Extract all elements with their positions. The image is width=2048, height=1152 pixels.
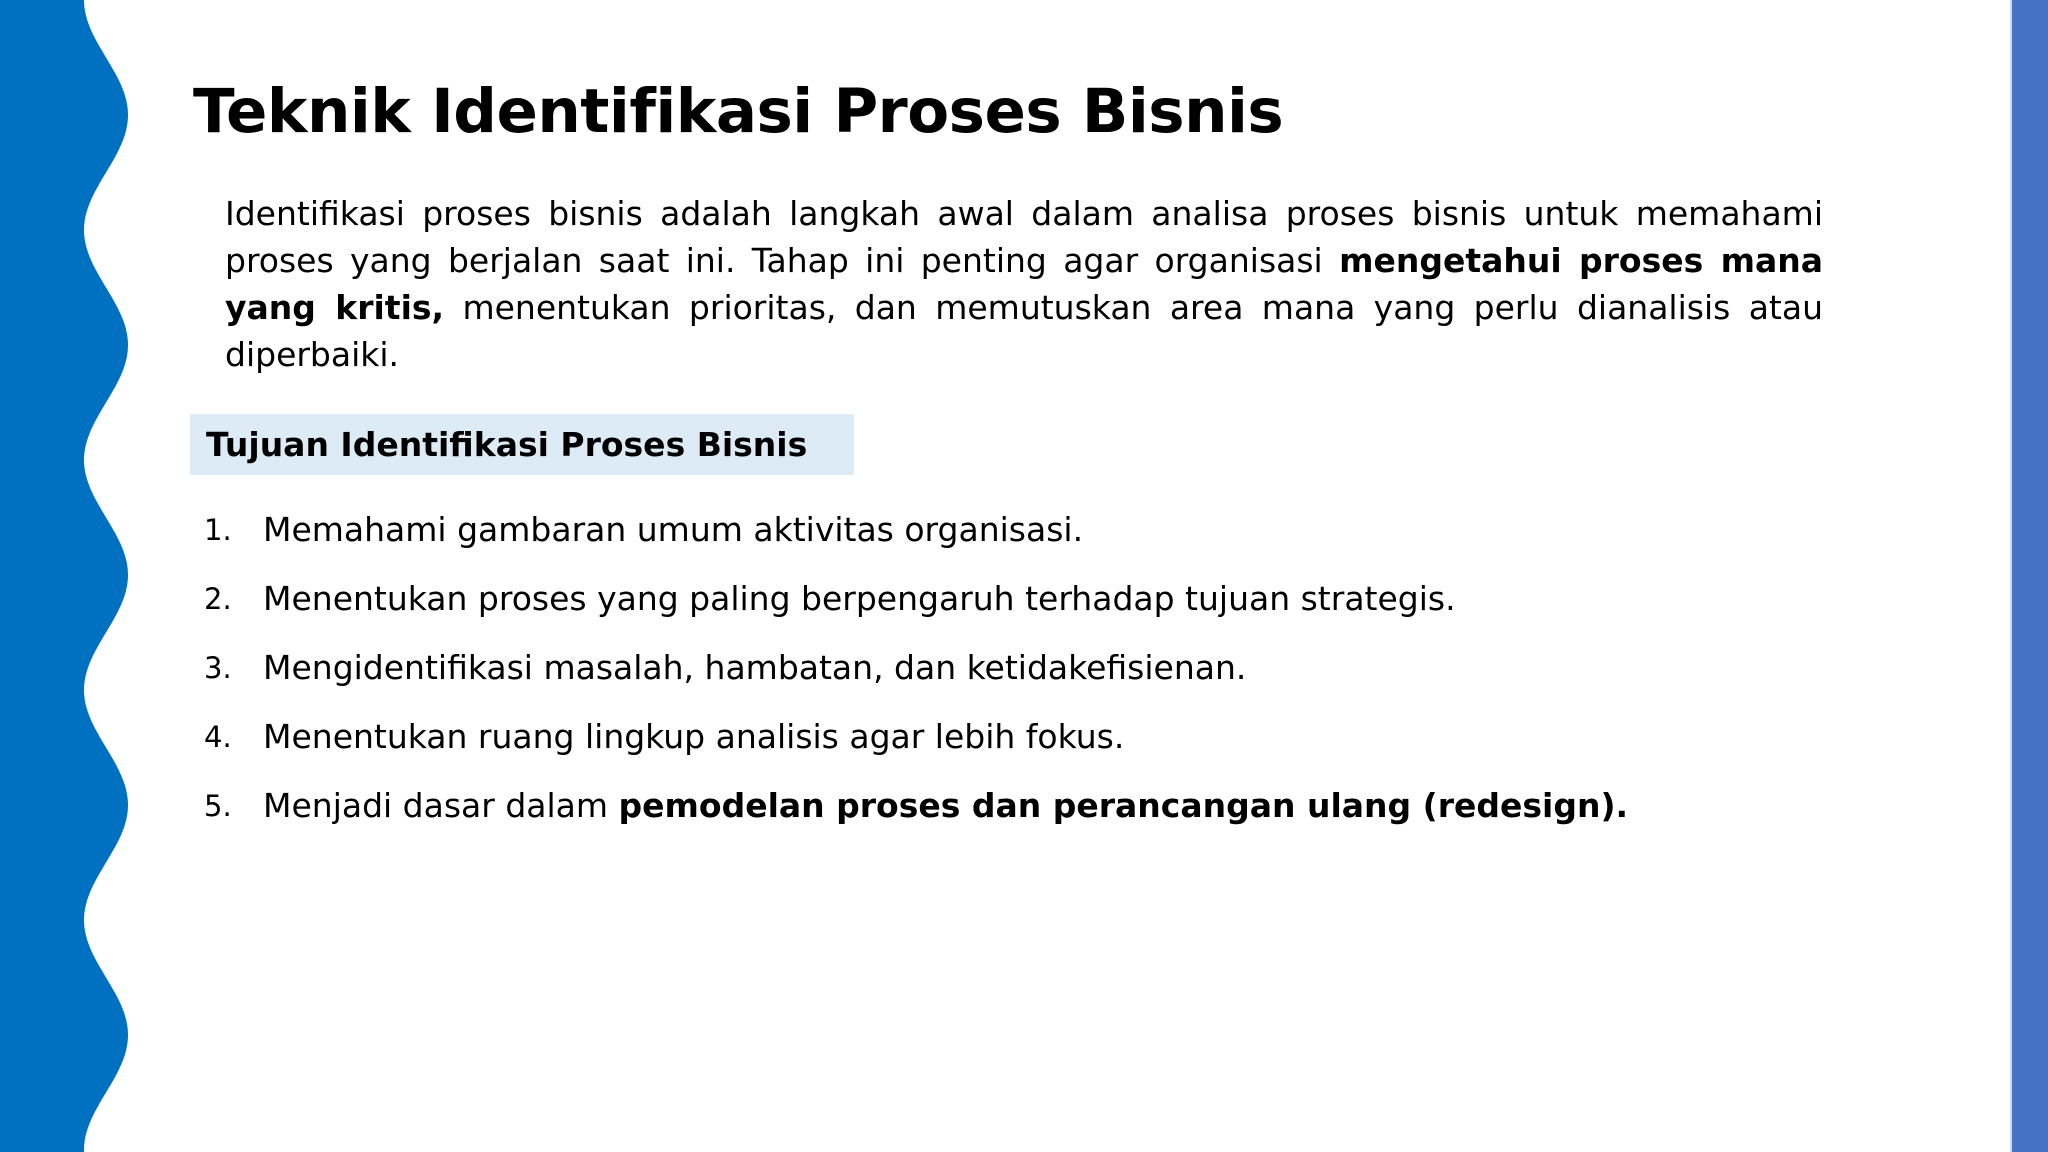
intro-paragraph [225,190,1823,378]
right-accent-bar [2012,0,2048,1152]
goal-number: 1. [204,513,232,547]
slide-title: Teknik Identifikasi Proses Bisnis [193,76,1284,147]
intro-text-start: Identifikasi proses bisnis adalah langkah awal dalam analisa proses bisnis untuk memahami proses yang berjalan saat ini. Tahap ini penting agar organisasi [225,194,1823,280]
goal-number: 5. [204,789,232,823]
intro-bold-text: mengetahui proses mana yang kritis, [225,241,1823,327]
goal-text-bold: pemodelan proses dan perancangan ulang (redesign). [618,786,1629,825]
goal-text [263,643,1246,693]
goal-text [263,574,1456,624]
intro-text-end: menentukan prioritas, dan memutuskan area mana yang perlu dianalisis atau diperbaiki. [225,288,1823,374]
section-heading: Tujuan Identifikasi Proses Bisnis [206,425,808,464]
goal-number: 2. [204,582,232,616]
goal-text-regular: Mengidentifikasi masalah, hambatan, dan ketidakefisienan. [263,648,1247,687]
goal-number: 4. [204,720,232,754]
goal-text-regular: Menentukan ruang lingkup analisis agar lebih fokus. [263,717,1125,756]
left-wave-decoration [0,0,140,1152]
goal-text [263,712,1124,762]
goal-text-regular: Menentukan proses yang paling berpengaruh terhadap tujuan strategis. [263,579,1456,618]
wave-shape [0,0,128,1152]
goal-number: 3. [204,651,232,685]
goal-text-regular: Memahami gambaran umum aktivitas organisasi. [263,510,1084,549]
goal-text [263,505,1083,555]
goal-text [263,781,1628,831]
goal-text-regular: Menjadi dasar dalam [263,786,619,825]
